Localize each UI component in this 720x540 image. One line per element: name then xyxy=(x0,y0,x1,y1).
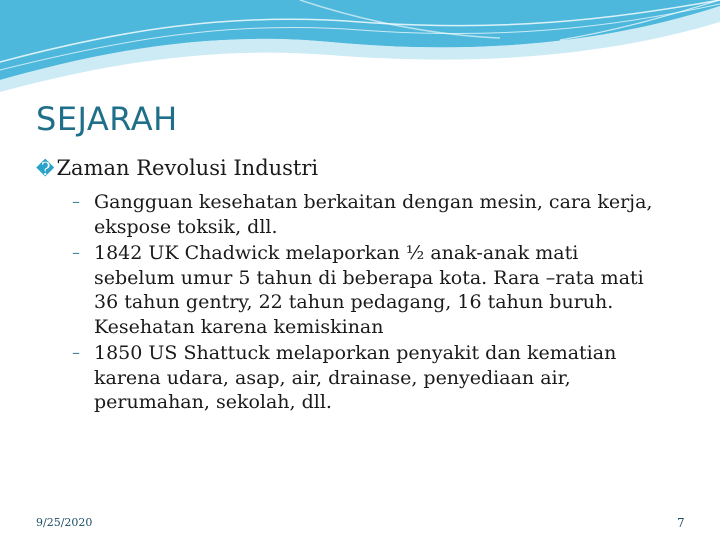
teal-square-bullet-icon: � xyxy=(36,159,55,180)
main-bullet xyxy=(36,156,318,180)
sub-bullet-item xyxy=(72,190,662,239)
sub-bullet-item xyxy=(72,341,662,415)
main-bullet-text: Zaman Revolusi Industri xyxy=(56,156,319,180)
dash-bullet: – xyxy=(72,343,80,362)
sub-bullet-text: 1842 UK Chadwick melaporkan ½ anak-anak mati sebelum umur 5 tahun di beberapa kota. Rara –rata mati 36 tahun gentry, 22 tahun pedagang, 16 tahun buruh. Kesehatan karena kemiskinan xyxy=(94,242,644,338)
sub-bullet-item xyxy=(72,241,662,339)
footer-date: 9/25/2020 xyxy=(36,516,93,529)
slide-title: SEJARAH xyxy=(36,100,178,138)
sub-bullet-list xyxy=(72,190,662,415)
dash-bullet: – xyxy=(72,243,80,262)
sub-bullet-text: 1850 US Shattuck melaporkan penyakit dan kematian karena udara, asap, air, drainase, penyediaan air, perumahan, sekolah, dll. xyxy=(94,342,617,413)
dash-bullet: – xyxy=(72,192,80,211)
sub-bullet-text: Gangguan kesehatan berkaitan dengan mesin, cara kerja, ekspose toksik, dll. xyxy=(94,191,653,238)
header-wave-decoration xyxy=(0,0,720,110)
page-number: 7 xyxy=(677,516,685,530)
